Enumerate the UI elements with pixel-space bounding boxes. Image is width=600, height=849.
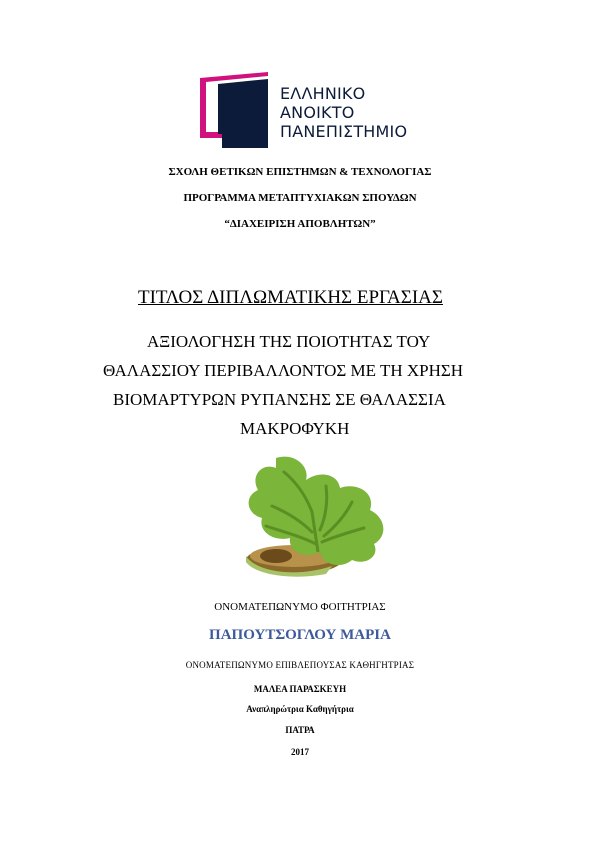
thesis-title-label: ΤΙΤΛΟΣ ΔΙΠΛΩΜΑΤΙΚΗΣ ΕΡΓΑΣΙΑΣ (138, 287, 443, 308)
city: ΠΑΤΡΑ (285, 725, 315, 735)
thesis-title-line-4: ΜΑΚΡΟΦΥΚΗ (240, 419, 350, 438)
supervisor-role: Αναπληρώτρια Καθηγήτρια (246, 704, 354, 714)
seaweed-illustration (236, 452, 396, 582)
logo-line-2: ΑΝΟΙΚΤΟ (280, 103, 355, 122)
thesis-title-line-1: ΑΞΙΟΛΟΓΗΣΗ ΤΗΣ ΠΟΙΟΤΗΤΑΣ ΤΟΥ (147, 332, 431, 351)
thesis-title-line-2: ΘΑΛΑΣΣΙΟΥ ΠΕΡΙΒΑΛΛΟΝΤΟΣ ΜΕ ΤΗ ΧΡΗΣΗ (103, 361, 464, 380)
program-name: ΠΡΟΓΡΑΜΜΑ ΜΕΤΑΠΤΥΧΙΑΚΩΝ ΣΠΟΥΔΩΝ (183, 192, 417, 204)
thesis-title (95, 327, 515, 443)
logo-line-1: ΕΛΛΗΝΙΚΟ (280, 84, 366, 103)
logo-line-3: ΠΑΝΕΠΙΣΤΗΜΙΟ (280, 122, 408, 141)
university-logo-text (280, 84, 407, 141)
supervisor-label: ΟΝΟΜΑΤΕΠΩΝΥΜΟ ΕΠΙΒΛΕΠΟΥΣΑΣ ΚΑΘΗΓΗΤΡΙΑΣ (185, 660, 415, 670)
supervisor-name: ΜΑΛΕΑ ΠΑΡΑΣΚΕΥΗ (253, 684, 347, 694)
specialty-name: “ΔΙΑΧΕΙΡΙΣΗ ΑΠΟΒΛΗΤΩΝ” (224, 218, 376, 230)
university-logo (198, 70, 408, 150)
university-logo-mark (198, 70, 278, 150)
school-name: ΣΧΟΛΗ ΘΕΤΙΚΩΝ ΕΠΙΣΤΗΜΩΝ & ΤΕΧΝΟΛΟΓΙΑΣ (168, 166, 432, 178)
year: 2017 (291, 747, 309, 757)
student-label: ΟΝΟΜΑΤΕΠΩΝΥΜΟ ΦΟΙΤΗΤΡΙΑΣ (214, 601, 386, 613)
thesis-title-line-3: ΒΙΟΜΑΡΤΥΡΩΝ ΡΥΠΑΝΣΗΣ ΣΕ ΘΑΛΑΣΣΙΑ (113, 390, 446, 409)
student-name: ΠΑΠΟΥΤΣΟΓΛΟΥ ΜΑΡΙΑ (209, 627, 391, 643)
